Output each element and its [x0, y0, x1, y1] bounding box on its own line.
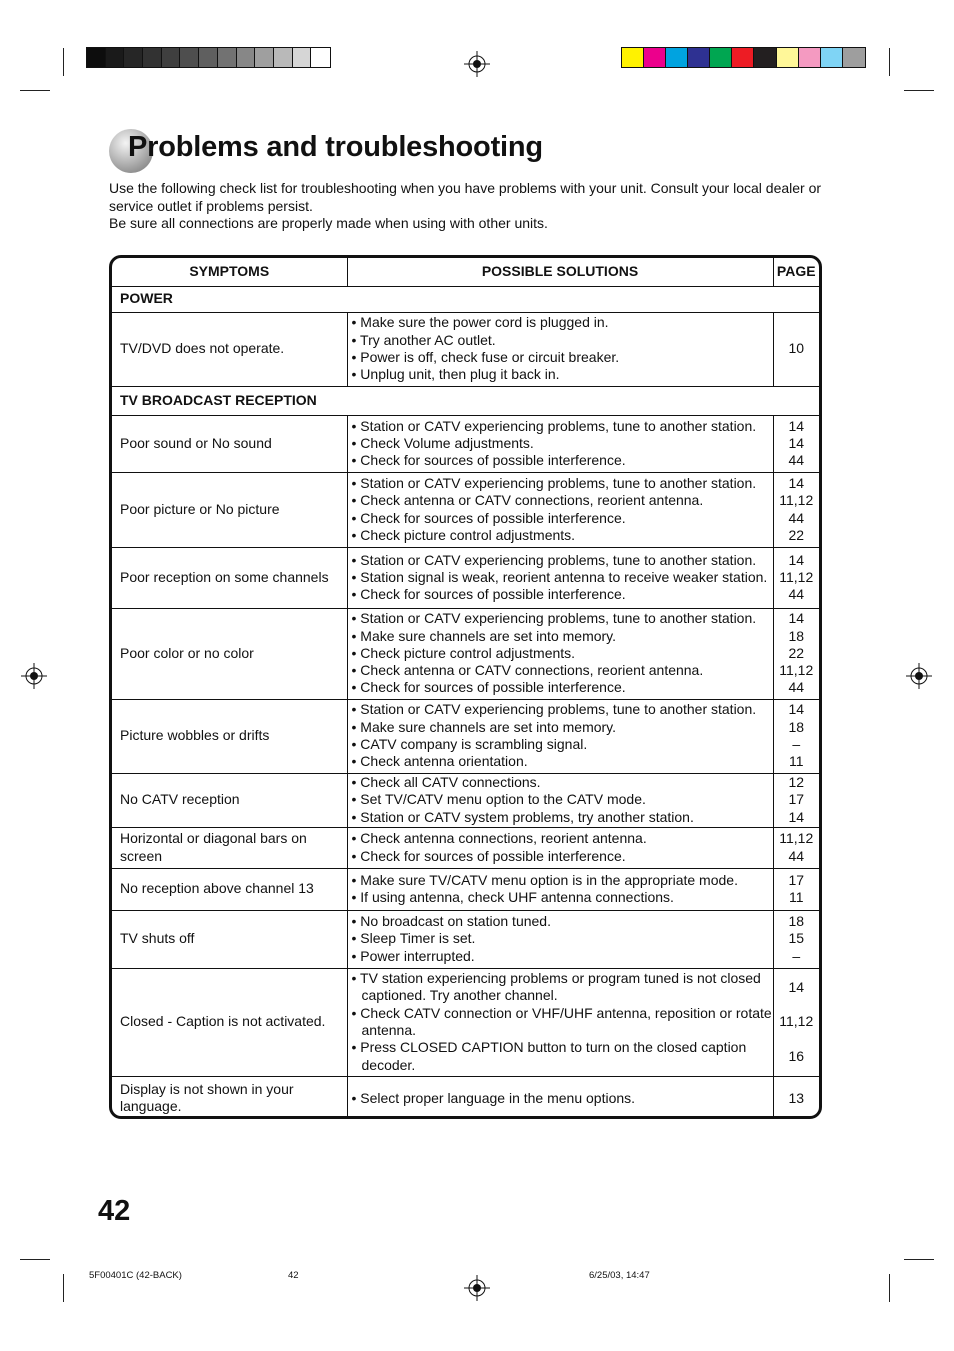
page-ref: 11 — [788, 889, 804, 905]
page-ref: 15 — [788, 930, 805, 947]
table-row — [112, 1076, 819, 1119]
calibration-swatch — [237, 48, 256, 67]
page-ref: 18 — [788, 627, 805, 644]
calibration-swatch — [843, 48, 865, 67]
solutions-cell — [347, 868, 773, 910]
calibration-swatch — [87, 48, 106, 67]
solution-item: • Check for sources of possible interference. — [351, 509, 626, 526]
solution-item: • Make sure the power cord is plugged in. — [351, 314, 609, 331]
intro-text — [109, 180, 849, 233]
crop-mark — [904, 90, 934, 91]
solutions-cell — [347, 910, 773, 968]
page-ref: 14 — [788, 474, 805, 491]
page-cell — [773, 868, 819, 910]
calibration-swatch — [218, 48, 237, 67]
solutions-cell — [347, 415, 773, 472]
solution-item: • Station or CATV system problems, try another station. — [351, 808, 694, 825]
solution-item: • Check antenna connections, reorient antenna. — [351, 830, 647, 847]
table-header-row — [112, 258, 819, 286]
grayscale-calibration-bar — [86, 47, 331, 68]
solution-item: • Power interrupted. — [351, 947, 475, 964]
solution-item: • Power is off, check fuse or circuit breaker. — [351, 349, 620, 365]
solution-item: • Check picture control adjustments. — [351, 644, 576, 661]
section-row — [112, 386, 819, 415]
solution-item: • Check for sources of possible interference. — [351, 679, 626, 696]
page-cell — [773, 472, 819, 547]
solution-item: • Make sure TV/CATV menu option is in the appropriate mode. — [351, 871, 738, 888]
calibration-swatch — [799, 48, 821, 67]
section-title: POWER — [112, 286, 819, 312]
crop-mark — [20, 1259, 50, 1260]
solution-item: • Check for sources of possible interference. — [351, 586, 626, 603]
symptom-cell: Horizontal or diagonal bars on screen — [112, 827, 347, 868]
calibration-swatch — [688, 48, 710, 67]
calibration-swatch — [293, 48, 312, 67]
symptom-cell: Poor picture or No picture — [112, 472, 347, 547]
solution-item: • No broadcast on station tuned. — [351, 913, 551, 930]
table-row — [112, 773, 819, 827]
page-ref: 14 — [788, 808, 805, 825]
page-ref: 14 — [788, 434, 805, 451]
calibration-swatch — [199, 48, 218, 67]
header-solutions: POSSIBLE SOLUTIONS — [347, 258, 773, 286]
table-row — [112, 415, 819, 472]
calibration-swatch — [143, 48, 162, 67]
solution-item: • Sleep Timer is set. — [351, 930, 476, 947]
solutions-cell — [347, 547, 773, 608]
solution-item: • Check for sources of possible interference. — [351, 847, 626, 864]
page-ref: 14 — [788, 551, 805, 568]
page-ref: 44 — [788, 509, 805, 526]
page-ref: 14 — [788, 610, 805, 627]
solutions-cell — [347, 827, 773, 868]
solution-item: • Station or CATV experiencing problems, tune to another station. — [351, 610, 757, 627]
page-cell — [773, 910, 819, 968]
header-page: PAGE — [773, 258, 819, 286]
page-ref: 11,12 — [779, 662, 814, 679]
solutions-cell — [347, 968, 773, 1076]
table-row — [112, 968, 819, 1076]
solutions-cell — [347, 472, 773, 547]
page-ref: 44 — [788, 847, 805, 864]
calibration-swatch — [274, 48, 293, 67]
page-ref: 13 — [788, 1089, 805, 1106]
calibration-swatch — [732, 48, 754, 67]
table-row — [112, 699, 819, 773]
solution-item: • Make sure channels are set into memory. — [351, 718, 617, 735]
page-ref: 14 — [788, 417, 805, 434]
calibration-swatch — [106, 48, 125, 67]
crop-mark — [889, 48, 890, 76]
footer-timestamp: 6/25/03, 14:47 — [589, 1270, 650, 1281]
crop-mark — [904, 1259, 934, 1260]
footer-file-id: 5F00401C (42-BACK) — [89, 1270, 182, 1281]
intro-paragraph: Use the following check list for troubleshooting when you have problems with your unit. Consult your local dealer or service outlet if problems persist. — [109, 180, 822, 214]
solutions-cell — [347, 699, 773, 773]
calibration-swatch — [644, 48, 666, 67]
solution-item: • Check picture control adjustments. — [351, 526, 576, 543]
table-row — [112, 312, 819, 386]
page-cell — [773, 415, 819, 472]
solution-item: • CATV company is scrambling signal. — [351, 736, 588, 752]
table-row — [112, 827, 819, 868]
table-row — [112, 608, 819, 699]
page-ref: 22 — [788, 526, 805, 543]
solution-item: • Set TV/CATV menu option to the CATV mode. — [351, 791, 646, 808]
crop-mark — [63, 1274, 64, 1302]
page-ref: 11,12 — [779, 830, 814, 847]
calibration-swatch — [777, 48, 799, 67]
solutions-cell — [347, 312, 773, 386]
page-ref — [774, 996, 820, 1013]
solution-item: • If using antenna, check UHF antenna connections. — [351, 889, 674, 905]
page-cell — [773, 968, 819, 1076]
symptom-cell: Poor color or no color — [112, 608, 347, 699]
registration-mark-icon — [464, 1275, 490, 1301]
page-number: 42 — [98, 1195, 131, 1227]
symptom-cell: Poor sound or No sound — [112, 415, 347, 472]
calibration-swatch — [255, 48, 274, 67]
page-ref: 11,12 — [779, 1013, 814, 1030]
symptom-cell: TV/DVD does not operate. — [112, 312, 347, 386]
page-ref — [774, 1031, 820, 1048]
header-symptoms: SYMPTOMS — [112, 258, 347, 286]
page-ref: 17 — [788, 791, 805, 808]
solutions-cell — [347, 608, 773, 699]
calibration-swatch — [124, 48, 143, 67]
symptom-cell: No reception above channel 13 — [112, 868, 347, 910]
page-cell — [773, 1076, 819, 1119]
solution-item: • Select proper language in the menu options. — [351, 1089, 636, 1106]
footer-page: 42 — [288, 1270, 299, 1281]
symptom-cell: Closed - Caption is not activated. — [112, 968, 347, 1076]
symptom-cell: Display is not shown in your language. — [112, 1076, 347, 1119]
solution-item: • Check CATV connection or VHF/UHF antenna, reposition or rotate antenna. — [351, 1004, 772, 1038]
intro-paragraph: Be sure all connections are properly made when using with other units. — [109, 215, 548, 231]
page-cell — [773, 699, 819, 773]
solution-item: • Check for sources of possible interference. — [351, 452, 626, 469]
symptom-cell: Poor reception on some channels — [112, 547, 347, 608]
calibration-swatch — [311, 48, 330, 67]
page-ref: 44 — [788, 679, 805, 696]
page-cell — [773, 547, 819, 608]
page-cell — [773, 827, 819, 868]
section-row — [112, 286, 819, 312]
calibration-swatch — [754, 48, 776, 67]
calibration-swatch — [162, 48, 181, 67]
calibration-swatch — [666, 48, 688, 67]
table-row — [112, 868, 819, 910]
page-ref: 11,12 — [779, 492, 814, 509]
page-ref: 11 — [788, 753, 804, 770]
registration-mark-icon — [906, 663, 932, 689]
solution-item: • Check Volume adjustments. — [351, 434, 534, 451]
page-ref: 10 — [788, 340, 805, 357]
page-cell — [773, 773, 819, 827]
table-row — [112, 910, 819, 968]
solution-item: • Station or CATV experiencing problems, tune to another station. — [351, 701, 757, 718]
solution-item: • Check antenna or CATV connections, reorient antenna. — [351, 492, 704, 509]
table-row — [112, 472, 819, 547]
page-ref: 14 — [788, 701, 805, 718]
table-row — [112, 547, 819, 608]
page-ref: – — [792, 736, 801, 752]
solution-item: • Station signal is weak, reorient antenna to receive weaker station. — [351, 568, 768, 585]
solution-item: • Station or CATV experiencing problems, tune to another station. — [351, 474, 757, 491]
solution-item: • Station or CATV experiencing problems, tune to another station. — [351, 551, 757, 568]
page-cell — [773, 608, 819, 699]
solution-item: • Try another AC outlet. — [351, 331, 496, 348]
page-cell — [773, 312, 819, 386]
page-ref: 44 — [788, 452, 805, 469]
solution-item: • Station or CATV experiencing problems, tune to another station. — [351, 417, 757, 434]
page-title: Problems and troubleshooting — [128, 131, 543, 163]
crop-mark — [20, 90, 50, 91]
solution-item: • Check antenna or CATV connections, reorient antenna. — [351, 662, 704, 679]
calibration-swatch — [180, 48, 199, 67]
page-ref: 17 — [788, 871, 805, 888]
crop-mark — [63, 48, 64, 76]
page-ref: 44 — [788, 586, 805, 603]
page-ref: 18 — [788, 913, 805, 930]
registration-mark-icon — [21, 663, 47, 689]
solution-item: • TV station experiencing problems or program tuned is not closed captioned. Try another channel. — [351, 970, 761, 1004]
crop-mark — [889, 1274, 890, 1302]
page-ref: 16 — [788, 1047, 805, 1064]
section-title: TV BROADCAST RECEPTION — [112, 386, 819, 415]
symptom-cell: No CATV reception — [112, 773, 347, 827]
page-ref: 22 — [788, 644, 805, 661]
symptom-cell: Picture wobbles or drifts — [112, 699, 347, 773]
solution-item: • Check antenna orientation. — [351, 753, 528, 770]
registration-mark-icon — [464, 51, 490, 77]
calibration-swatch — [710, 48, 732, 67]
page-ref: 14 — [788, 978, 805, 995]
color-calibration-bar — [621, 47, 866, 68]
solution-item: • Press CLOSED CAPTION button to turn on the closed caption decoder. — [351, 1039, 747, 1073]
page-ref: 18 — [788, 718, 805, 735]
troubleshooting-table — [109, 255, 822, 1119]
calibration-swatch — [821, 48, 843, 67]
solutions-cell — [347, 773, 773, 827]
page-ref: 11,12 — [779, 568, 814, 585]
solutions-cell — [347, 1076, 773, 1119]
calibration-swatch — [622, 48, 644, 67]
page-ref: – — [792, 947, 801, 964]
solution-item: • Check all CATV connections. — [351, 774, 541, 791]
solution-item: • Unplug unit, then plug it back in. — [351, 366, 560, 383]
solution-item: • Make sure channels are set into memory. — [351, 627, 617, 644]
symptom-cell: TV shuts off — [112, 910, 347, 968]
page-ref: 12 — [788, 774, 805, 791]
